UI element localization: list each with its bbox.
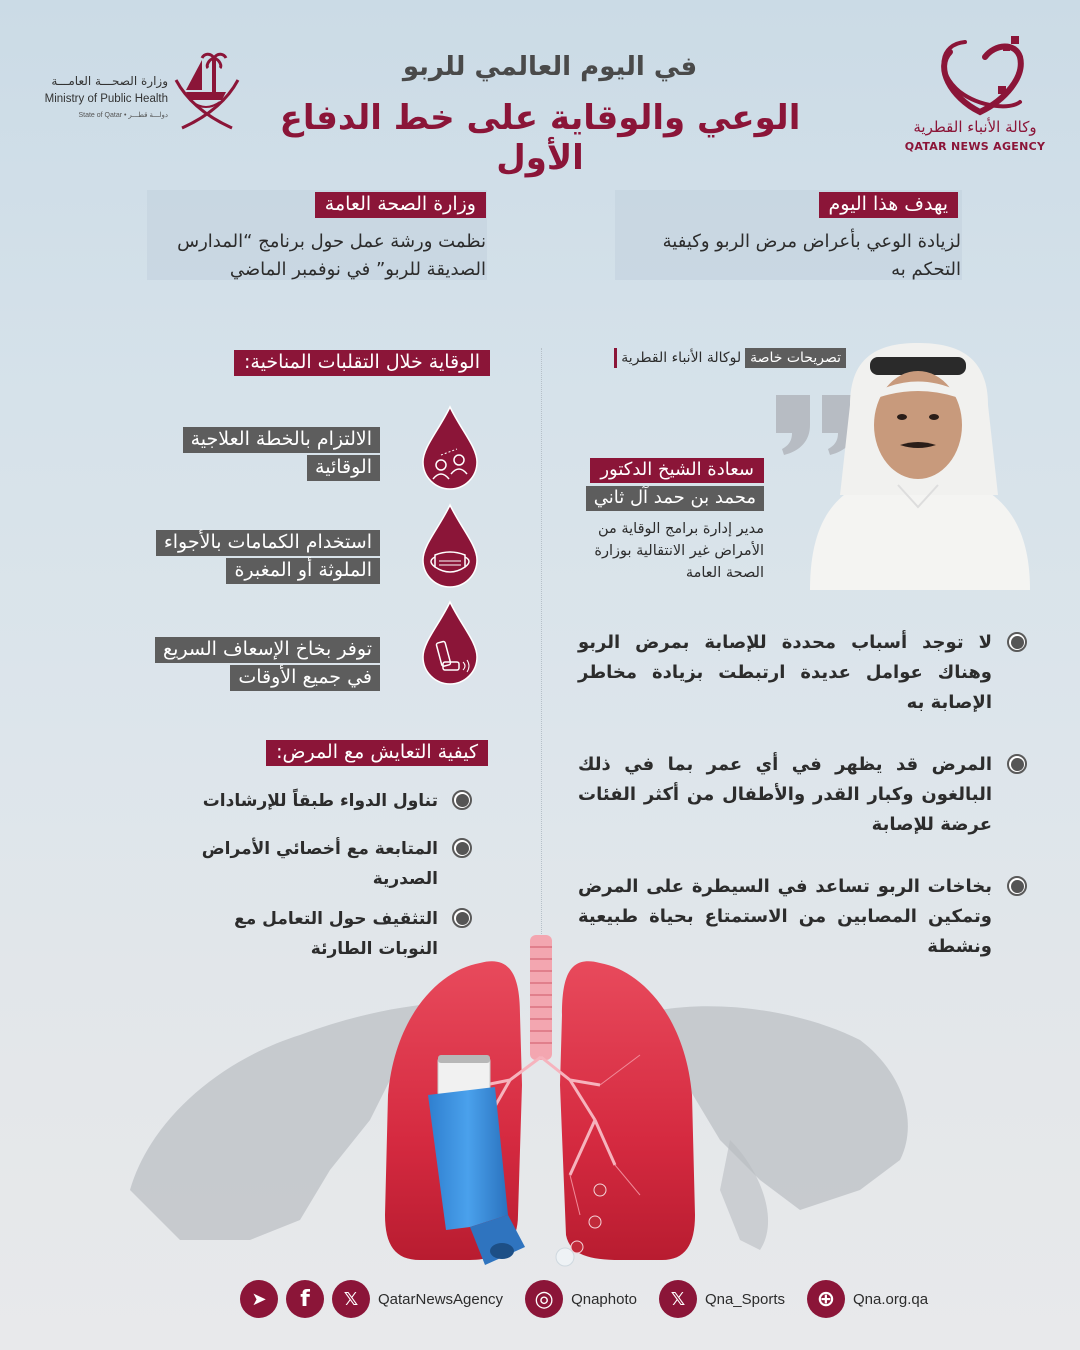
qna-atom-logo-icon: [925, 32, 1035, 116]
aim-tag: يهدف هذا اليوم: [819, 192, 958, 218]
moph-name-ar: وزارة الصحـــة العامـــة: [51, 74, 168, 88]
telegram-icon[interactable]: ➤: [240, 1280, 278, 1318]
coexistence-item: تناول الدواء طبقاً للإرشادات: [202, 791, 438, 811]
fact-bullet-icon: [1007, 876, 1027, 896]
person-photo: [780, 335, 1055, 590]
fact-item: بخاخات الربو تساعد في السيطرة على المرض وتمكين المصابين من الاستمتاع بحياة طبيعية ونشطة: [578, 876, 992, 957]
facebook-icon[interactable]: f: [286, 1280, 324, 1318]
qatar-emblem-icon: [172, 50, 242, 130]
statement-label-text: لوكالة الأنباء القطرية: [621, 350, 742, 366]
instagram-icon[interactable]: ◎: [525, 1280, 563, 1318]
prevention-heading: الوقاية خلال التقلبات المناخية:: [234, 350, 490, 376]
page-title-line1: في اليوم العالمي للربو: [402, 52, 698, 82]
person-name-line1: سعادة الشيخ الدكتور: [590, 458, 764, 483]
coexistence-item: التثقيف حول التعامل مع النوبات الطارئة: [234, 909, 438, 959]
fact-item: لا توجد أسباب محددة للإصابة بمرض الربو وهناك عوامل عديدة ارتبطت بزيادة مخاطر الإصابة به: [578, 632, 992, 713]
social-handle-qatarnewsagency[interactable]: QatarNewsAgency: [378, 1290, 504, 1308]
globe-icon[interactable]: ⊕: [807, 1280, 845, 1318]
prevention-item-line2: في جميع الأوقات: [230, 665, 380, 691]
column-divider: [541, 348, 542, 948]
coexistence-bullet-icon: [452, 908, 472, 928]
face-mask-icon: [419, 503, 481, 588]
x-icon[interactable]: 𝕏: [332, 1280, 370, 1318]
prevention-item-line2: الملوثة أو المغبرة: [226, 558, 380, 584]
fact-bullet-icon: [1007, 754, 1027, 774]
x-icon[interactable]: 𝕏: [659, 1280, 697, 1318]
fact-item: المرض قد يظهر في أي عمر بما في ذلك البالغون وكبار القدر والأطفال من أكثر الفئات عرضة للإصابة: [578, 754, 992, 835]
social-bar: [240, 1280, 928, 1318]
coexistence-bullet-icon: [452, 790, 472, 810]
social-handle-qnaphoto[interactable]: Qnaphoto: [571, 1290, 637, 1308]
ministry-tag: وزارة الصحة العامة: [315, 192, 486, 218]
fact-bullet-icon: [1007, 632, 1027, 652]
prevention-item-line1: توفر بخاخ الإسعاف السريع: [155, 637, 380, 663]
person-position: مدير إدارة برامج الوقاية من الأمراض غير الانتقالية بوزارة الصحة العامة: [594, 521, 764, 581]
lungs-with-inhaler-illustration: [370, 935, 710, 1270]
coexistence-item: المتابعة مع أخصائي الأمراض الصدرية: [201, 839, 438, 889]
inhaler-icon: [419, 600, 481, 685]
social-handle-qna-sports[interactable]: Qna_Sports: [704, 1290, 785, 1308]
aim-text: لزيادة الوعي بأعراض مرض الربو وكيفية التحكم به: [662, 231, 961, 280]
page-title-line2: الوعي والوقاية على خط الدفاع الأول: [279, 98, 801, 178]
qna-logo-name-ar: وكالة الأنباء القطرية: [913, 118, 1037, 136]
coexistence-heading: كيفية التعايش مع المرض:: [266, 740, 488, 766]
moph-state: State of Qatar • دولـــة قطـــر: [78, 112, 168, 119]
prevention-item-line1: الالتزام بالخطة العلاجية: [183, 427, 380, 453]
coexistence-bullet-icon: [452, 838, 472, 858]
statement-label-bar: [614, 348, 617, 368]
prevention-item-line2: الوقائية: [307, 455, 380, 481]
person-name-line2: محمد بن حمد آل ثاني: [586, 486, 764, 511]
moph-name-en: Ministry of Public Health: [44, 93, 168, 105]
prevention-item-line1: استخدام الكمامات بالأجواء: [156, 530, 380, 556]
qna-logo-name-en: QATAR NEWS AGENCY: [904, 140, 1046, 153]
ministry-text: نظمت ورشة عمل حول برنامج “المدارس الصديقة للربو” في نوفمبر الماضي: [177, 231, 486, 280]
website-link[interactable]: Qna.org.qa: [853, 1290, 929, 1308]
statement-label-highlight: تصريحات خاصة: [745, 348, 846, 368]
doctor-patient-icon: [419, 405, 481, 490]
